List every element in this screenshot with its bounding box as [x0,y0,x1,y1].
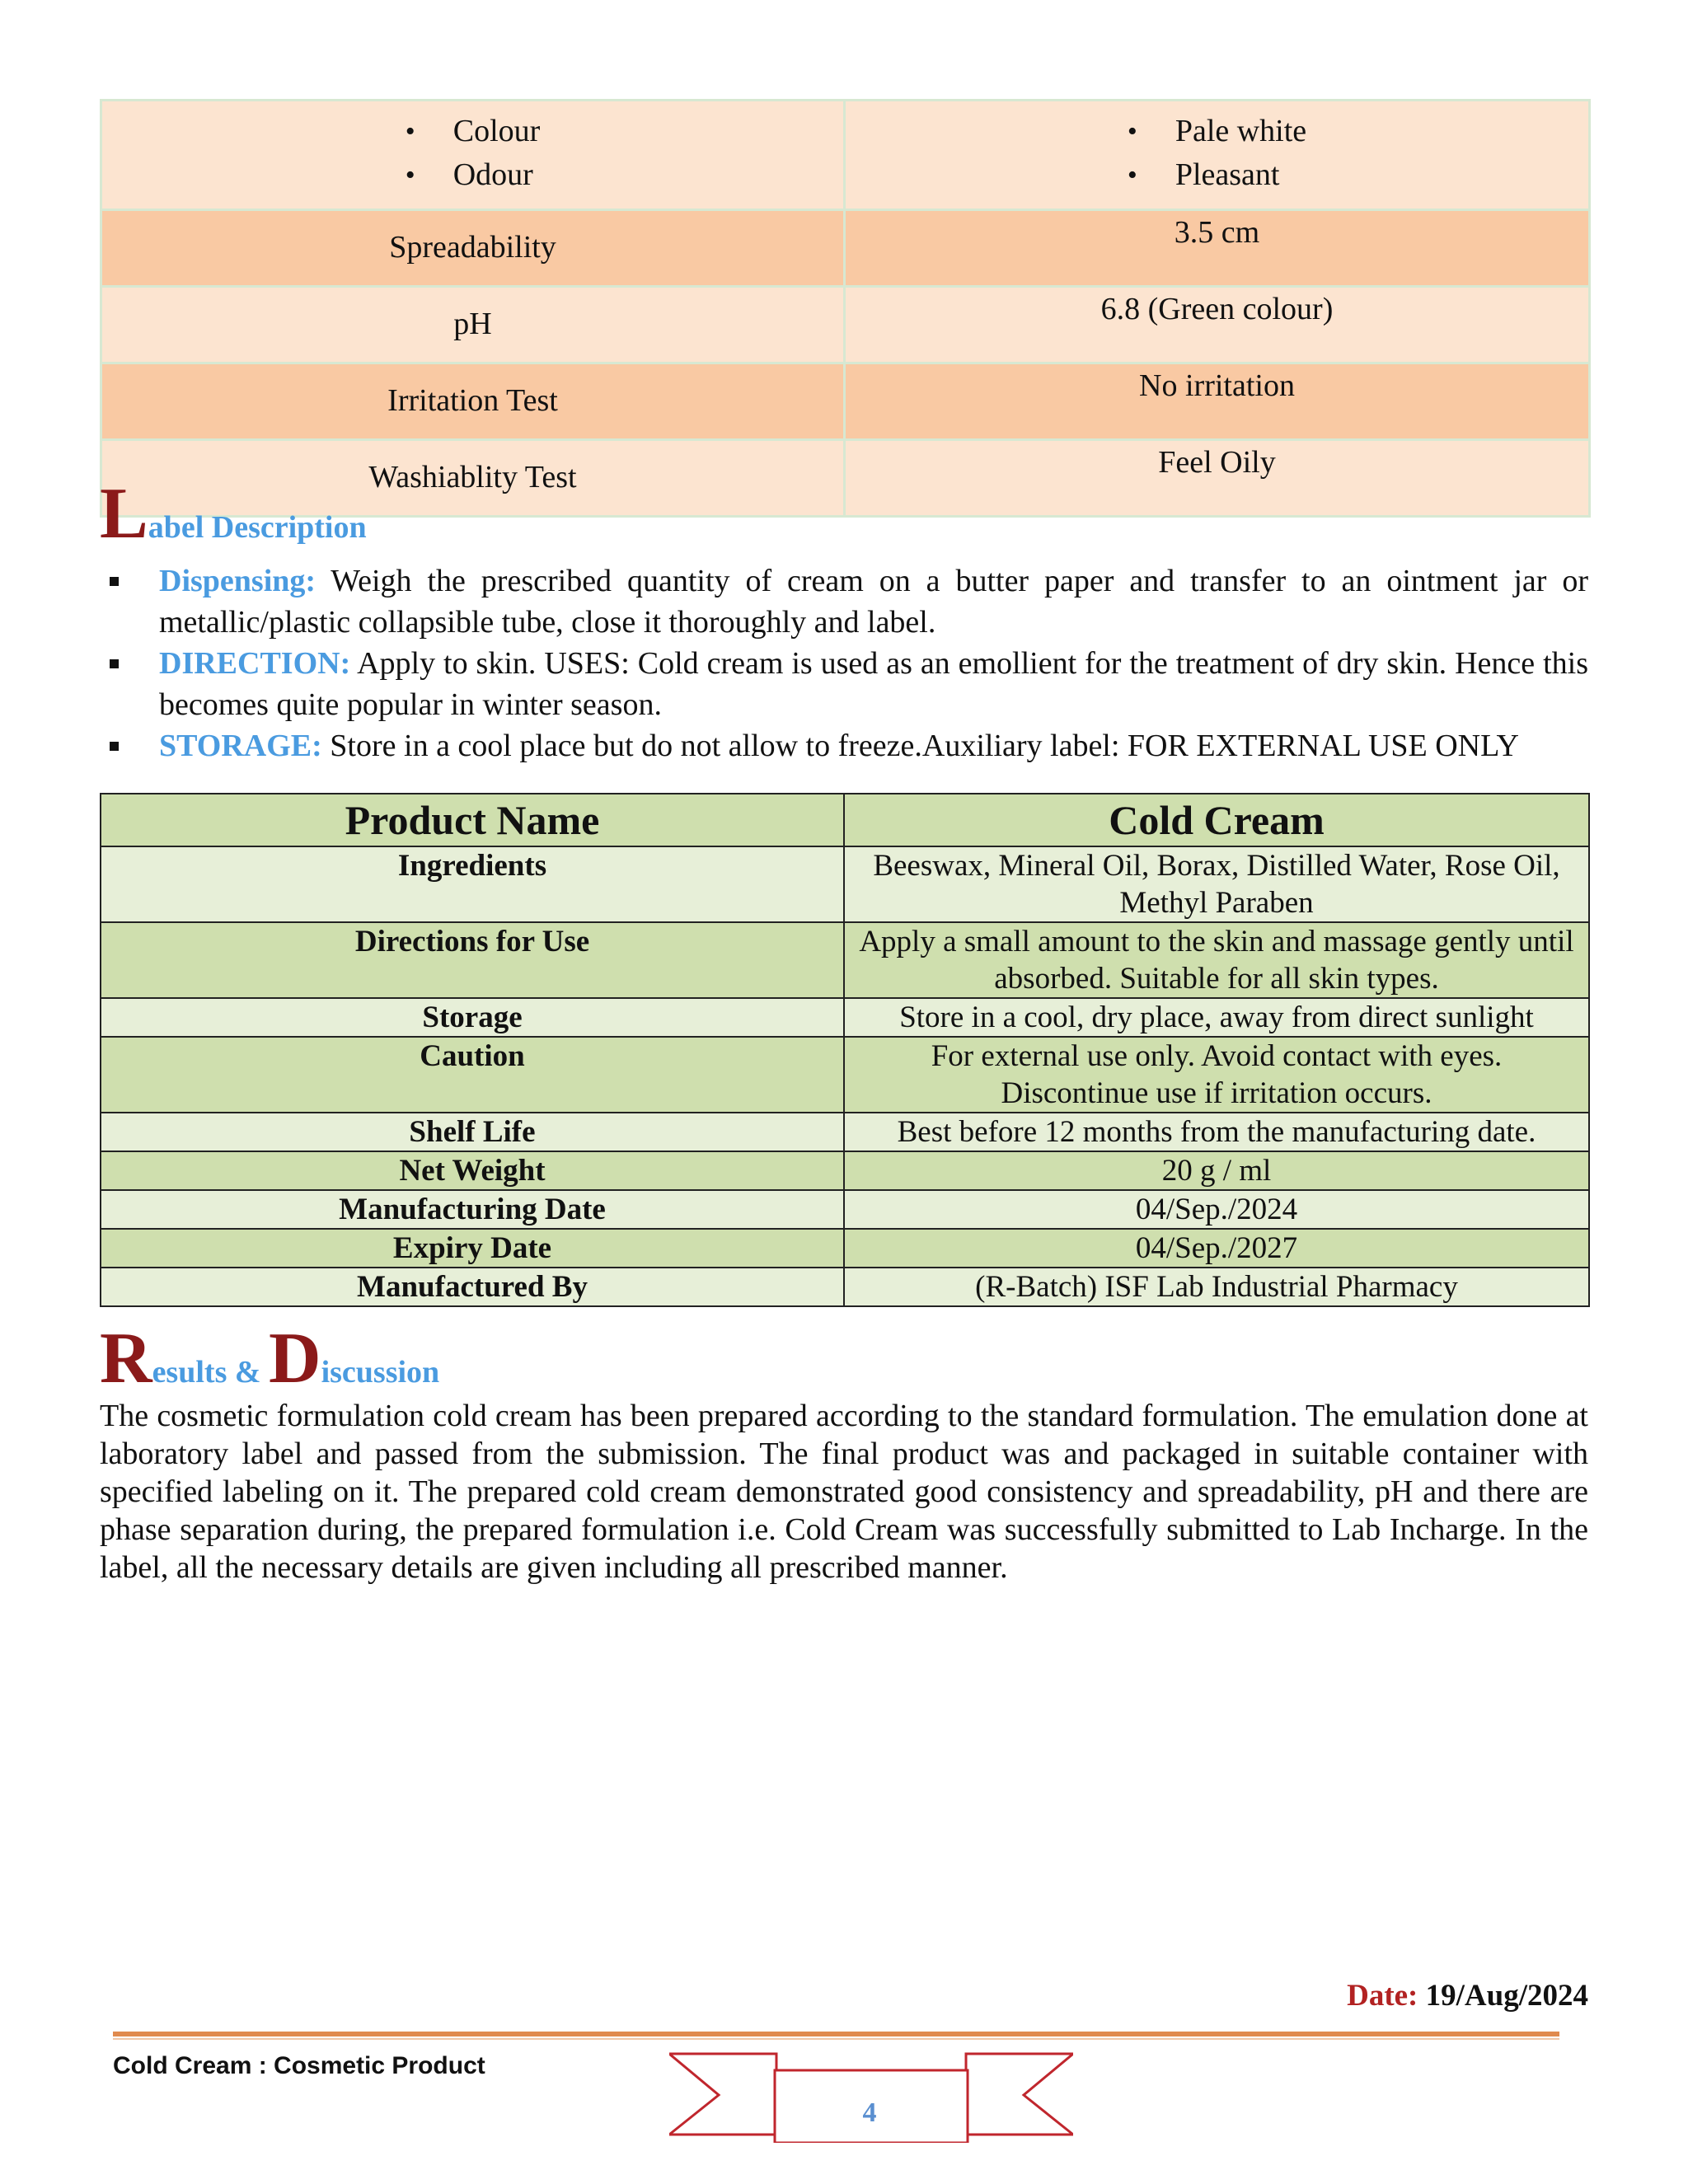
square-bullet-icon [110,742,119,751]
row-value: 04/Sep./2027 [844,1229,1589,1268]
heading-initial: L [100,474,148,554]
table-row [101,846,1589,922]
row-key: Directions for Use [101,922,844,998]
row-value: Store in a cool, dry place, away from direct sunlight [844,998,1589,1037]
heading-initial: R [100,1319,152,1399]
heading-text: abel Description [148,510,367,545]
evaluation-value: 6.8 (Green colour) [845,287,1590,363]
row-key: Shelf Life [101,1113,844,1151]
row-key: Manufactured By [101,1268,844,1306]
item-key: STORAGE: [159,729,322,763]
row-value: Beeswax, Mineral Oil, Borax, Distilled Water, Rose Oil, Methyl Paraben [844,846,1589,922]
evaluation-label: Washiablity Test [101,440,845,517]
item-key: DIRECTION: [159,646,351,681]
table-row [101,1037,1589,1113]
evaluation-value: No irritation [845,363,1590,440]
item-text: Weigh the prescribed quantity of cream on a butter paper and transfer to an ointment jar or metallic/plastic collapsible tube, close it thoroughly and label. [159,564,1588,640]
footer-divider-secondary [113,2038,1559,2040]
table-row [101,1268,1589,1306]
page [100,99,1588,2013]
table-header-row [101,794,1589,846]
evaluation-label: Irritation Test [101,363,845,440]
row-key: Storage [101,998,844,1037]
evaluation-value: 3.5 cm [845,210,1590,287]
evaluation-labels-cell [101,101,845,210]
page-number: 4 [862,2097,877,2128]
heading-initial: D [269,1319,321,1399]
header-key: Product Name [101,794,844,846]
square-bullet-icon [110,659,119,668]
evaluation-values-cell [845,101,1590,210]
row-key: Caution [101,1037,844,1113]
square-bullet-icon [110,577,119,586]
date-value: 19/Aug/2024 [1418,1979,1588,2013]
evaluation-value: Feel Oily [845,440,1590,517]
list-item: • Pale white [1128,110,1306,153]
row-value: Best before 12 months from the manufacturing date. [844,1113,1589,1151]
results-discussion-heading [100,1319,440,1399]
table-row [101,287,1590,363]
results-paragraph: The cosmetic formulation cold cream has been prepared according to the standard formulation. The emulation done at laboratory label and passed from the submission. The final product was and packaged in suitable container with specified labeling on it. The prepared cold cream demonstrated good consistency and spreadability, pH and there are phase separation during, the prepared formulation i.e. Cold Cream was successfully submitted to Lab Incharge. In the label, all the necessary details are given including all prescribed manner. [100,1399,1588,1585]
list-item [100,725,1588,766]
row-key: Net Weight [101,1151,844,1190]
row-value: 20 g / ml [844,1151,1589,1190]
table-row [101,210,1590,287]
table-row [101,1229,1589,1268]
evaluation-labels-list [406,101,541,197]
list-item [100,560,1588,643]
footer-title: Cold Cream : Cosmetic Product [113,2052,485,2079]
table-row [101,363,1590,440]
table-row [101,1151,1589,1190]
heading-text: esults & [152,1355,270,1390]
row-value: 04/Sep./2024 [844,1190,1589,1229]
row-key: Expiry Date [101,1229,844,1268]
header-value: Cold Cream [844,794,1589,846]
list-item [100,643,1588,725]
table-row [101,998,1589,1037]
item-text: Store in a cool place but do not allow to freeze.Auxiliary label: FOR EXTERNAL USE ONLY [321,729,1519,763]
label-description-heading [100,474,367,554]
evaluation-label: Spreadability [101,210,845,287]
row-key: Manufacturing Date [101,1190,844,1229]
heading-text: iscussion [321,1355,440,1390]
evaluation-label: pH [101,287,845,363]
date-line [1347,1978,1588,2013]
product-label-table [100,793,1590,1307]
row-value: (R-Batch) ISF Lab Industrial Pharmacy [844,1268,1589,1306]
row-value: Apply a small amount to the skin and massage gently until absorbed. Suitable for all skin types. [844,922,1589,998]
item-text: Apply to skin. USES: Cold cream is used as an emollient for the treatment of dry skin. Hence this becomes quite popular in winter season. [159,646,1588,722]
footer-divider [113,2032,1559,2036]
label-description-list [100,560,1588,766]
row-key: Ingredients [101,846,844,922]
list-item: • Odour [406,153,541,197]
list-item: • Colour [406,110,541,153]
list-item: • Pleasant [1128,153,1306,197]
table-row [101,101,1590,210]
table-row [101,1190,1589,1229]
evaluation-values-list [1128,101,1306,197]
table-row [101,1113,1589,1151]
table-row [101,922,1589,998]
row-value: For external use only. Avoid contact with eyes. Discontinue use if irritation occurs. [844,1037,1589,1113]
date-key: Date: [1347,1979,1418,2013]
item-key: Dispensing: [159,564,316,598]
evaluation-table [100,99,1591,518]
